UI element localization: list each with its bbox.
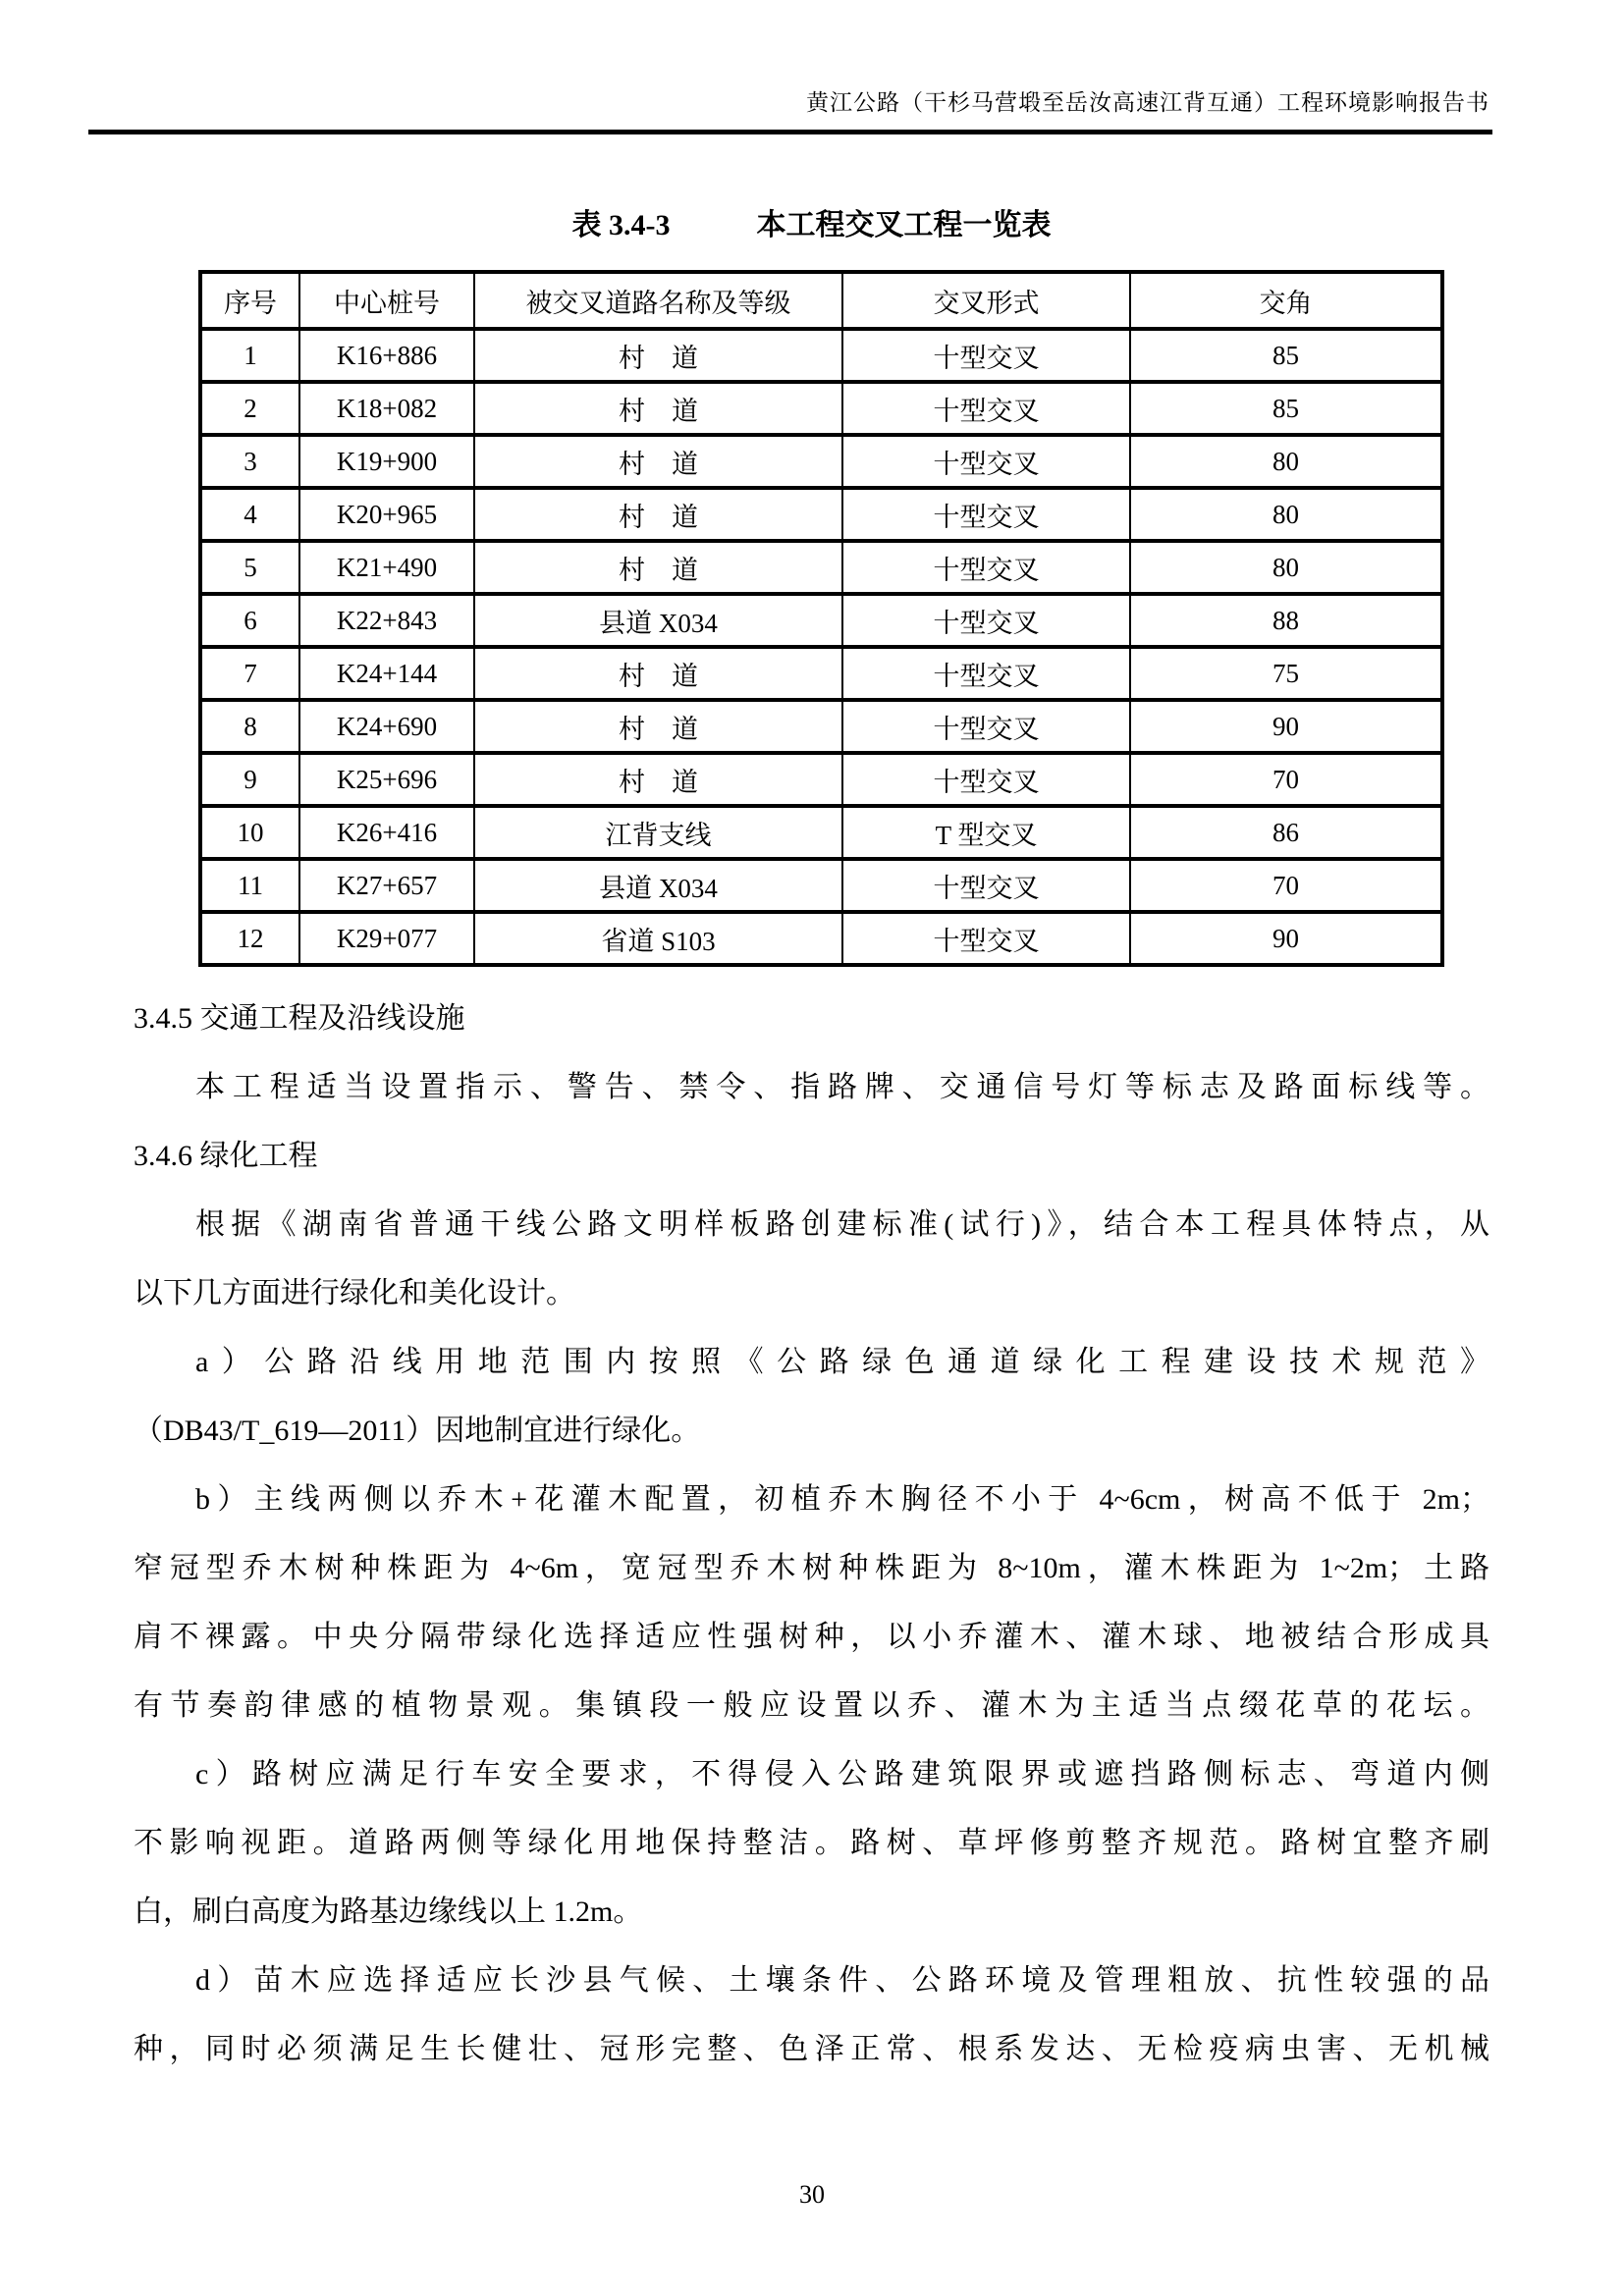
table-row <box>200 541 1442 594</box>
cell-seq: 3 <box>200 435 299 488</box>
cell-stake: K20+965 <box>299 488 474 541</box>
cell-angle: 90 <box>1130 912 1442 965</box>
paragraph-line: 肩不裸露。中央分隔带绿化选择适应性强树种，以小乔灌木、灌木球、地被结合形成具 <box>134 1621 1489 1653</box>
cell-crossing-type: 十型交叉 <box>842 753 1130 806</box>
cell-seq: 11 <box>200 859 299 912</box>
paragraph-line: 种，同时必须满足生长健壮、冠形完整、色泽正常、根系发达、无检疫病虫害、无机械 <box>134 2033 1489 2065</box>
cell-angle: 75 <box>1130 647 1442 700</box>
cell-angle: 70 <box>1130 753 1442 806</box>
cell-crossing-type: 十型交叉 <box>842 594 1130 647</box>
cell-stake: K18+082 <box>299 382 474 435</box>
page-number: 30 <box>799 2180 825 2209</box>
col-header-crossing-type: 交叉形式 <box>842 272 1130 329</box>
table-row <box>200 700 1442 753</box>
cell-angle: 90 <box>1130 700 1442 753</box>
paragraph-line: 以下几方面进行绿化和美化设计。 <box>134 1277 575 1309</box>
cell-seq: 7 <box>200 647 299 700</box>
cell-crossing-type: 十型交叉 <box>842 488 1130 541</box>
cell-road: 村 道 <box>474 700 842 753</box>
cell-stake: K27+657 <box>299 859 474 912</box>
cell-stake: K21+490 <box>299 541 474 594</box>
cell-crossing-type: 十型交叉 <box>842 541 1130 594</box>
cell-angle: 86 <box>1130 806 1442 859</box>
cell-seq: 2 <box>200 382 299 435</box>
cell-seq: 10 <box>200 806 299 859</box>
cell-crossing-type: 十型交叉 <box>842 700 1130 753</box>
table-row <box>200 329 1442 382</box>
cell-angle: 80 <box>1130 435 1442 488</box>
cell-road: 县道 X034 <box>474 594 842 647</box>
cell-road: 村 道 <box>474 753 842 806</box>
cell-stake: K22+843 <box>299 594 474 647</box>
cell-stake: K24+690 <box>299 700 474 753</box>
crossing-works-table <box>198 270 1444 967</box>
cell-crossing-type: T 型交叉 <box>842 806 1130 859</box>
paragraph-line: 白，刷白高度为路基边缘线以上 1.2m。 <box>134 1896 643 1928</box>
table-row <box>200 382 1442 435</box>
cell-angle: 80 <box>1130 488 1442 541</box>
table-row <box>200 435 1442 488</box>
paragraph-line: 有节奏韵律感的植物景观。集镇段一般应设置以乔、灌木为主适当点缀花草的花坛。 <box>134 1689 1489 1722</box>
cell-road: 村 道 <box>474 435 842 488</box>
cell-seq: 12 <box>200 912 299 965</box>
table-caption <box>134 205 1489 246</box>
page-header-title: 黄江公路（干杉马营塅至岳汝高速江背互通）工程环境影响报告书 <box>806 90 1489 115</box>
cell-angle: 85 <box>1130 329 1442 382</box>
table-row <box>200 594 1442 647</box>
col-header-road: 被交叉道路名称及等级 <box>474 272 842 329</box>
table-caption-label: 表 3.4-3 <box>571 209 671 241</box>
table-caption-title: 本工程交叉工程一览表 <box>756 209 1052 241</box>
cell-seq: 1 <box>200 329 299 382</box>
cell-crossing-type: 十型交叉 <box>842 912 1130 965</box>
section-heading-3-4-6: 3.4.6 绿化工程 <box>134 1140 318 1172</box>
table-row <box>200 647 1442 700</box>
paragraph-line: a）公路沿线用地范围内按照《公路绿色通道绿化工程建设技术规范》 <box>195 1346 1489 1378</box>
cell-seq: 5 <box>200 541 299 594</box>
section-heading-3-4-5: 3.4.5 交通工程及沿线设施 <box>134 1002 465 1035</box>
cell-crossing-type: 十型交叉 <box>842 647 1130 700</box>
cell-crossing-type: 十型交叉 <box>842 859 1130 912</box>
cell-stake: K24+144 <box>299 647 474 700</box>
cell-stake: K19+900 <box>299 435 474 488</box>
col-header-stake: 中心桩号 <box>299 272 474 329</box>
paragraph-line: 不影响视距。道路两侧等绿化用地保持整洁。路树、草坪修剪整齐规范。路树宜整齐刷 <box>134 1827 1489 1859</box>
col-header-angle: 交角 <box>1130 272 1442 329</box>
cell-stake: K26+416 <box>299 806 474 859</box>
table-row <box>200 806 1442 859</box>
paragraph-line: b）主线两侧以乔木+花灌木配置，初植乔木胸径不小于 4~6cm，树高不低于 2m； <box>195 1483 1489 1516</box>
cell-angle: 70 <box>1130 859 1442 912</box>
paragraph-line: c）路树应满足行车安全要求，不得侵入公路建筑限界或遮挡路侧标志、弯道内侧 <box>195 1758 1489 1790</box>
col-header-seq: 序号 <box>200 272 299 329</box>
cell-seq: 9 <box>200 753 299 806</box>
cell-seq: 6 <box>200 594 299 647</box>
cell-crossing-type: 十型交叉 <box>842 329 1130 382</box>
paragraph-line: （DB43/T_619—2011）因地制宜进行绿化。 <box>134 1415 701 1447</box>
cell-road: 县道 X034 <box>474 859 842 912</box>
cell-stake: K25+696 <box>299 753 474 806</box>
paragraph-line: 窄冠型乔木树种株距为 4~6m，宽冠型乔木树种株距为 8~10m，灌木株距为 1~2m；土路 <box>134 1552 1489 1584</box>
cell-road: 村 道 <box>474 647 842 700</box>
table-row <box>200 912 1442 965</box>
cell-road: 村 道 <box>474 488 842 541</box>
paragraph-line: d）苗木应选择适应长沙县气候、土壤条件、公路环境及管理粗放、抗性较强的品 <box>195 1964 1489 1997</box>
table-row <box>200 859 1442 912</box>
paragraph-line: 本工程适当设置指示、警告、禁令、指路牌、交通信号灯等标志及路面标线等。 <box>195 1071 1489 1103</box>
cell-stake: K16+886 <box>299 329 474 382</box>
cell-seq: 8 <box>200 700 299 753</box>
cell-road: 省道 S103 <box>474 912 842 965</box>
cell-angle: 88 <box>1130 594 1442 647</box>
cell-road: 村 道 <box>474 541 842 594</box>
cell-stake: K29+077 <box>299 912 474 965</box>
table-header-row <box>200 272 1442 329</box>
cell-road: 江背支线 <box>474 806 842 859</box>
paragraph-line: 根据《湖南省普通干线公路文明样板路创建标准(试行)》，结合本工程具体特点，从 <box>195 1208 1489 1241</box>
cell-road: 村 道 <box>474 382 842 435</box>
header-rule <box>88 130 1492 134</box>
cell-angle: 80 <box>1130 541 1442 594</box>
cell-road: 村 道 <box>474 329 842 382</box>
cell-crossing-type: 十型交叉 <box>842 435 1130 488</box>
cell-seq: 4 <box>200 488 299 541</box>
table-row <box>200 753 1442 806</box>
table-row <box>200 488 1442 541</box>
body-text <box>134 985 1489 2084</box>
cell-crossing-type: 十型交叉 <box>842 382 1130 435</box>
cell-angle: 85 <box>1130 382 1442 435</box>
